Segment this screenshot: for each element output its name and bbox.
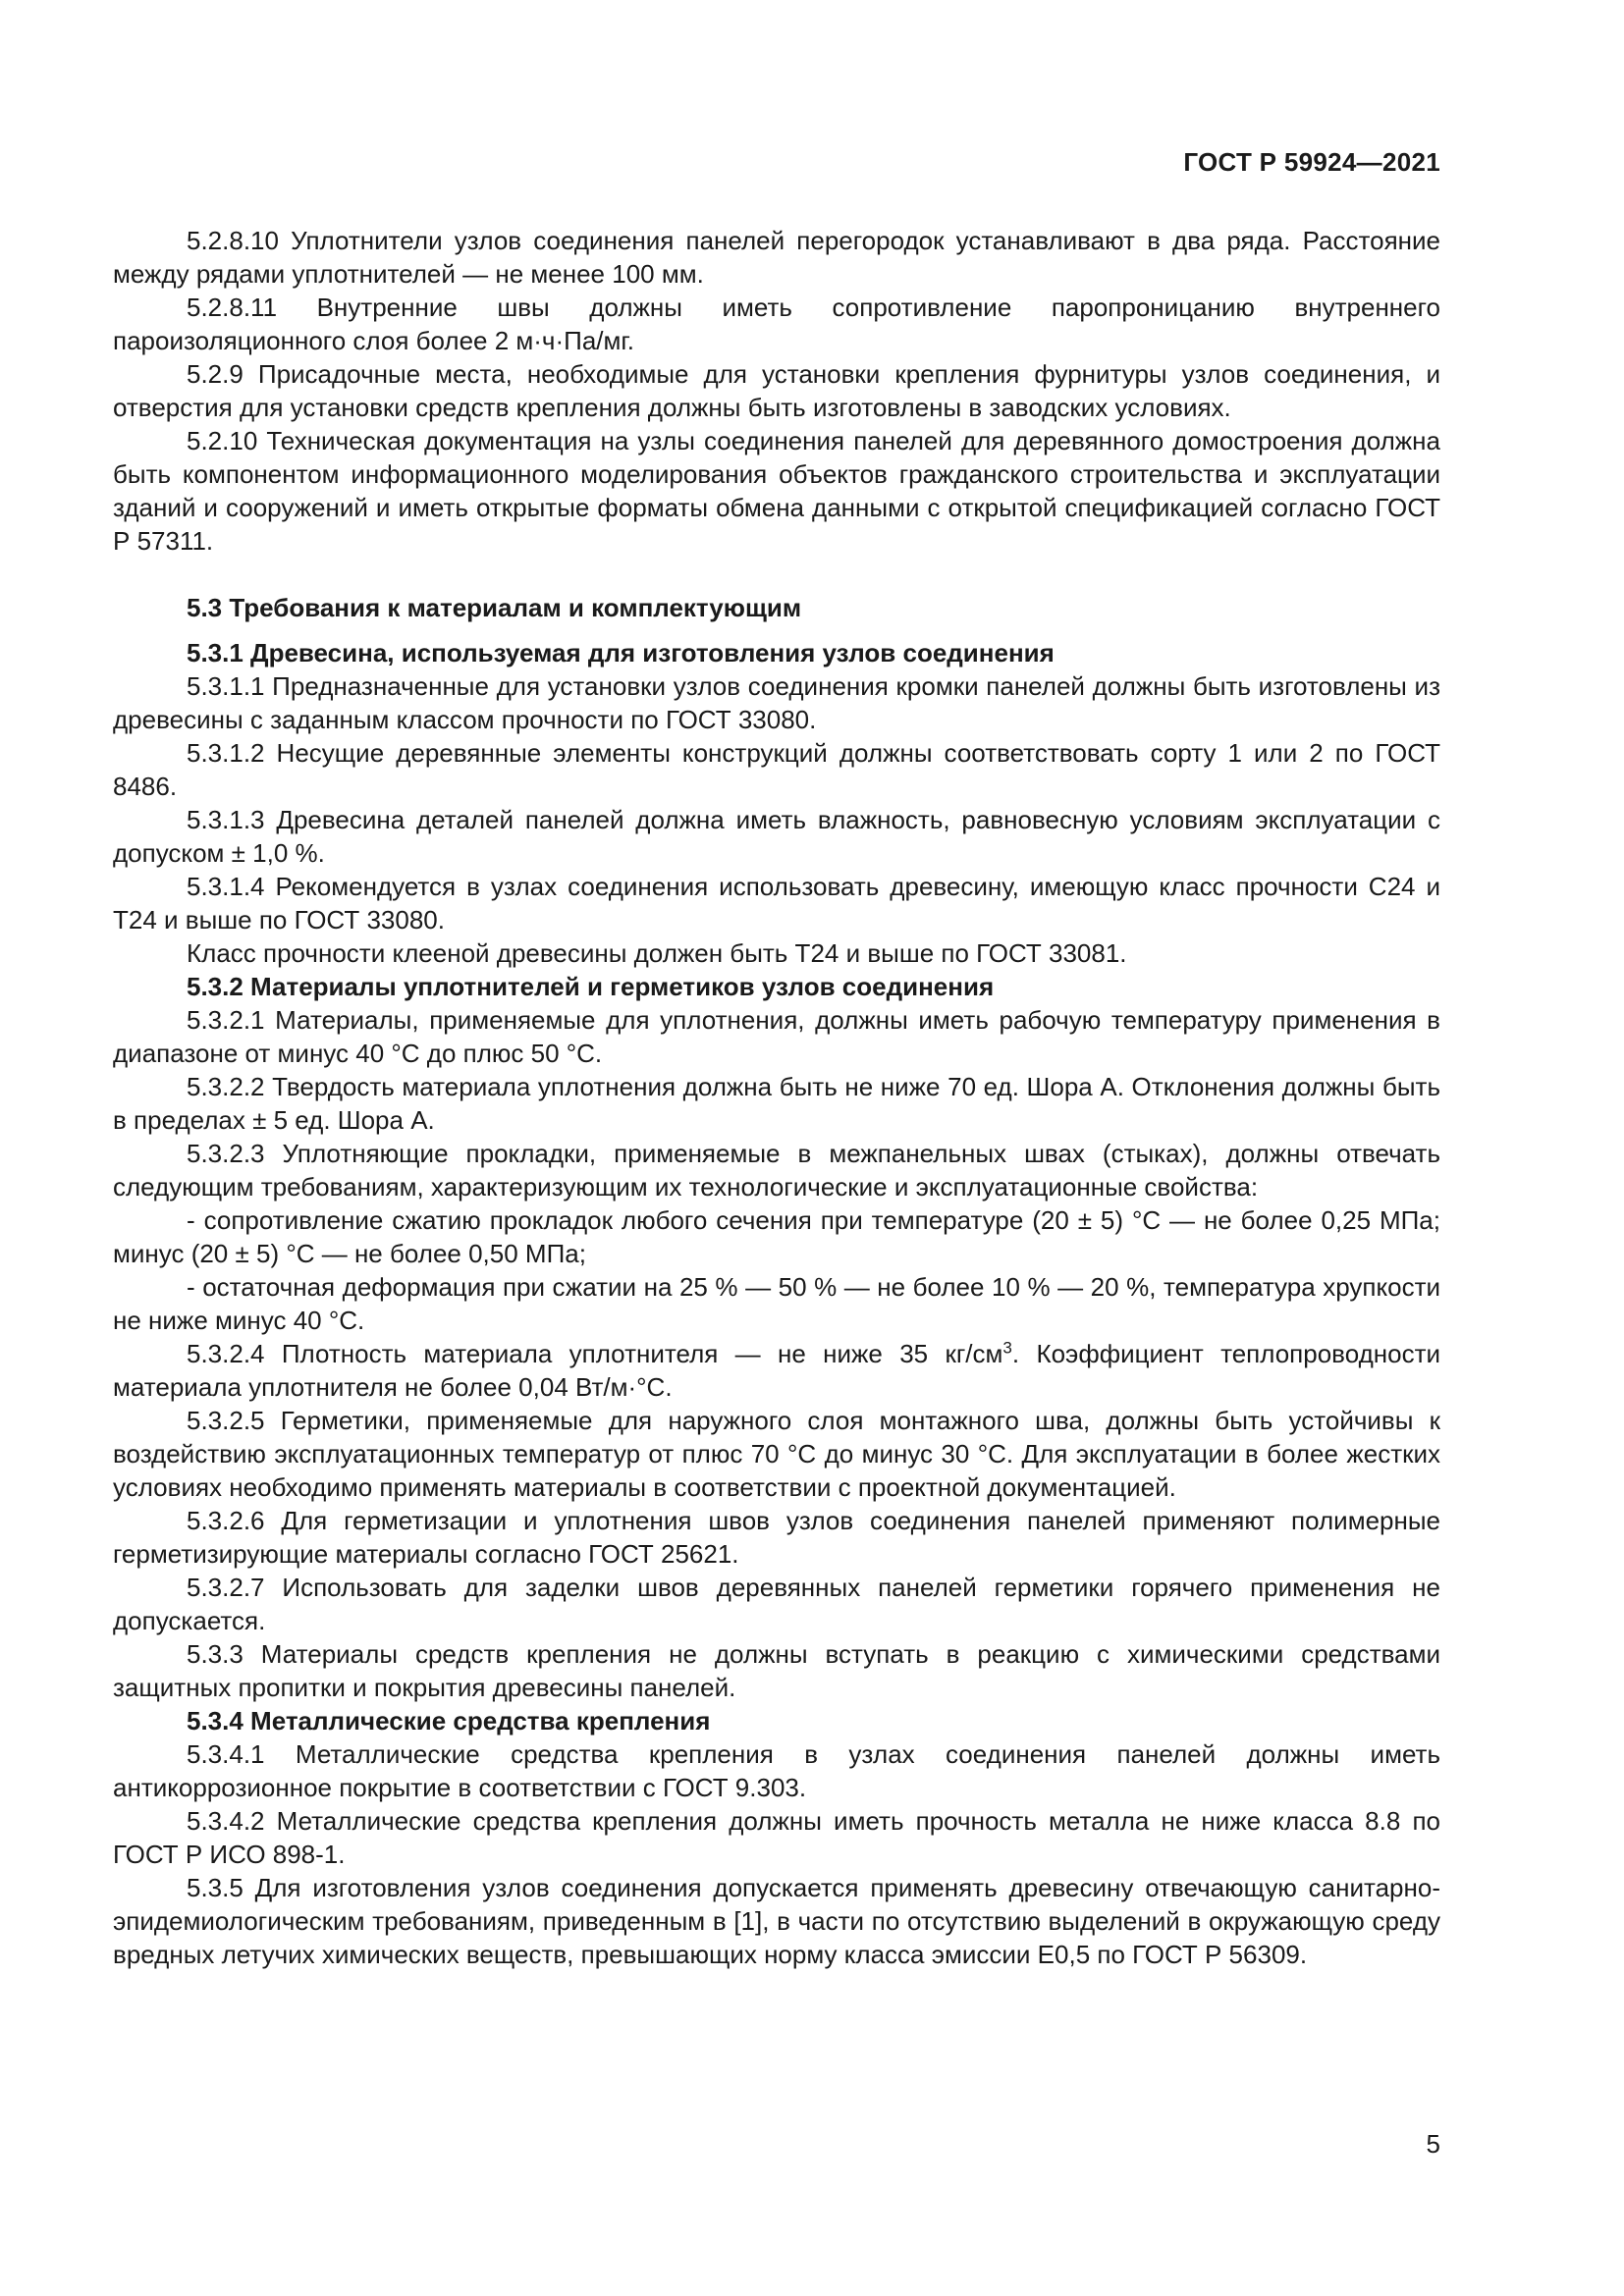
paragraph-5-3-1-1: 5.3.1.1 Предназначенные для установки узлов соединения кромки панелей должны быть изготовлены из древесины с заданным классом прочности по ГОСТ 33080. bbox=[113, 671, 1440, 734]
paragraph-5-3-2-4 bbox=[113, 1337, 1440, 1404]
paragraph-5-3-1-4: 5.3.1.4 Рекомендуется в узлах соединения использовать древесину, имеющую класс прочности С24 и Т24 и выше по ГОСТ 33080. bbox=[113, 872, 1440, 934]
subsection-heading-5-3-1: 5.3.1 Древесина, используемая для изготовления узлов соединения bbox=[187, 638, 1055, 667]
document-body bbox=[113, 224, 1440, 1971]
list-item-deformation: - остаточная деформация при сжатии на 25 % — 50 % — не более 10 % — 20 %, температура хрупкости не ниже минус 40 °С. bbox=[113, 1272, 1440, 1335]
paragraph-5-3-4-1: 5.3.4.1 Металлические средства крепления в узлах соединения панелей должны иметь антикоррозионное покрытие в соответствии с ГОСТ 9.303. bbox=[113, 1739, 1440, 1802]
paragraph-5-3-2-2: 5.3.2.2 Твердость материала уплотнения должна быть не ниже 70 ед. Шора А. Отклонения должны быть в пределах ± 5 ед. Шора А. bbox=[113, 1072, 1440, 1135]
subsection-heading-5-3-4: 5.3.4 Металлические средства крепления bbox=[187, 1706, 711, 1735]
paragraph-5-3-2-7: 5.3.2.7 Использовать для заделки швов деревянных панелей герметики горячего применения не допускается. bbox=[113, 1573, 1440, 1635]
paragraph-5-3-1-2: 5.3.1.2 Несущие деревянные элементы конструкций должны соответствовать сорту 1 или 2 по ГОСТ 8486. bbox=[113, 738, 1440, 801]
paragraph-5-3-3: 5.3.3 Материалы средств крепления не должны вступать в реакцию с химическими средствами защитных пропитки и покрытия древесины панелей. bbox=[113, 1639, 1440, 1702]
paragraph-5-3-1-3: 5.3.1.3 Древесина деталей панелей должна иметь влажность, равновесную условиям эксплуатации с допуском ± 1,0 %. bbox=[113, 805, 1440, 868]
paragraph-5-3-5: 5.3.5 Для изготовления узлов соединения допускается применять древесину отвечающую санитарно-эпидемиологическим требованиям, приведенным в [1], в части по отсутствию выделений в окружающую среду вредных летучих химических веществ, превышающих норму класса эмиссии Е0,5 по ГОСТ Р 56309. bbox=[113, 1873, 1440, 1969]
page-number: 5 bbox=[1426, 2129, 1440, 2159]
paragraph-5-2-10: 5.2.10 Техническая документация на узлы соединения панелей для деревянного домостроения должна быть компонентом информационного моделирования объектов гражданского строительства и эксплуатации зданий и сооружений и иметь открытые форматы обмена данными с открытой спецификацией согласно ГОСТ Р 57311. bbox=[113, 426, 1440, 556]
paragraph-5-3-2-6: 5.3.2.6 Для герметизации и уплотнения швов узлов соединения панелей применяют полимерные герметизирующие материалы согласно ГОСТ 25621. bbox=[113, 1506, 1440, 1569]
section-heading-5-3: 5.3 Требования к материалам и комплектующим bbox=[187, 593, 802, 622]
density-text: 5.3.2.4 Плотность материала уплотнителя — не ниже 35 кг/см bbox=[187, 1339, 1003, 1368]
paragraph-5-3-2-5: 5.3.2.5 Герметики, применяемые для наружного слоя монтажного шва, должны быть устойчивы к воздействию эксплуатационных температур от плюс 70 °С до минус 30 °С. Для эксплуатации в более жестких условиях необходимо применять материалы в соответствии с проектной документацией. bbox=[113, 1406, 1440, 1502]
paragraph-5-3-2-3: 5.3.2.3 Уплотняющие прокладки, применяемые в межпанельных швах (стыках), должны отвечать следующим требованиям, характеризующим их технологические и эксплуатационные свойства: bbox=[113, 1139, 1440, 1201]
paragraph-5-2-8-11: 5.2.8.11 Внутренние швы должны иметь сопротивление паропроницанию внутреннего пароизоляционного слоя более 2 м·ч·Па/мг. bbox=[113, 293, 1440, 355]
paragraph-5-3-4-2: 5.3.4.2 Металлические средства крепления должны иметь прочность металла не ниже класса 8.8 по ГОСТ Р ИСО 898-1. bbox=[113, 1806, 1440, 1869]
thermal-conductivity-text: . Коэффициент теплопроводности материала уплотнителя не более 0,04 Вт/м·°С. bbox=[113, 1339, 1441, 1402]
paragraph-5-3-2-1: 5.3.2.1 Материалы, применяемые для уплотнения, должны иметь рабочую температуру применения в диапазоне от минус 40 °С до плюс 50 °С. bbox=[113, 1005, 1440, 1068]
paragraph-5-2-9: 5.2.9 Присадочные места, необходимые для установки крепления фурнитуры узлов соединения, и отверстия для установки средств крепления должны быть изготовлены в заводских условиях. bbox=[113, 359, 1440, 422]
paragraph-5-3-1-4-note: Класс прочности клееной древесины должен быть Т24 и выше по ГОСТ 33081. bbox=[187, 938, 1127, 968]
list-item-compression: - сопротивление сжатию прокладок любого сечения при температуре (20 ± 5) °С — не более 0,25 МПа; минус (20 ± 5) °С — не более 0,50 МПа; bbox=[113, 1205, 1440, 1268]
superscript-cubed: 3 bbox=[1002, 1338, 1012, 1358]
subsection-heading-5-3-2: 5.3.2 Материалы уплотнителей и герметиков узлов соединения bbox=[187, 972, 995, 1001]
paragraph-5-2-8-10: 5.2.8.10 Уплотнители узлов соединения панелей перегородок устанавливают в два ряда. Расстояние между рядами уплотнителей — не менее 100 мм. bbox=[113, 226, 1440, 289]
document-header-id: ГОСТ Р 59924—2021 bbox=[1183, 147, 1440, 177]
